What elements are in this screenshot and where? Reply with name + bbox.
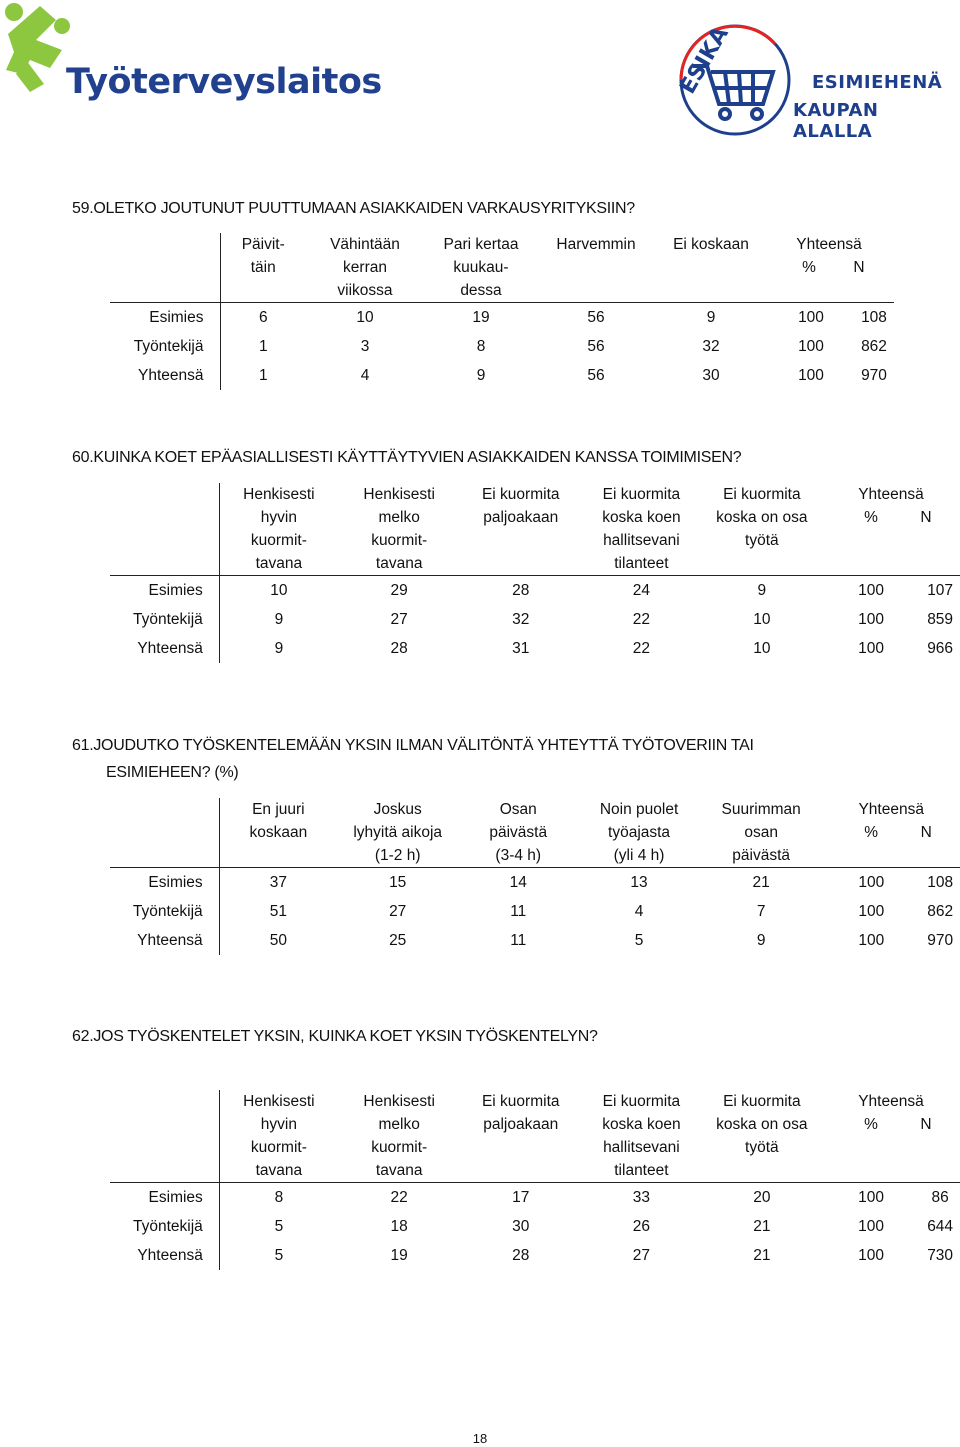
- row-label: Yhteensä: [110, 634, 219, 663]
- column-header: Pari kertaa kuukau- dessa: [424, 233, 538, 303]
- cell: 31: [512, 640, 530, 657]
- cell: 5: [634, 932, 644, 949]
- column-header: Henkisesti hyvin kuormit- tavana: [219, 483, 338, 576]
- total-header: Yhteensä % N: [822, 483, 960, 576]
- cell: 5: [274, 1247, 284, 1264]
- cell: 25: [389, 932, 407, 949]
- total-header: Yhteensä % N: [822, 798, 960, 868]
- column-header: Ei koskaan: [654, 233, 768, 303]
- cell: 20: [753, 1189, 771, 1206]
- cell: 100: [858, 932, 885, 949]
- column-header: Ei kuormita paljoakaan: [460, 1090, 581, 1183]
- cell: 100: [798, 367, 824, 384]
- ttl-logo-text: Työterveyslaitos: [66, 62, 382, 102]
- cell: 4: [360, 367, 370, 384]
- question-61-title-line2: ESIMIEHEEN? (%): [106, 764, 239, 781]
- column-header: Harvemmin: [538, 233, 654, 303]
- cell: 56: [587, 367, 605, 384]
- cell: 22: [632, 640, 651, 657]
- row-label: Esimies: [110, 868, 219, 898]
- cell: 26: [632, 1218, 651, 1235]
- question-59-table: [110, 233, 894, 390]
- cell: 100: [858, 640, 885, 657]
- cell: 100: [858, 582, 885, 599]
- cell: 966: [927, 640, 954, 657]
- cell: 28: [512, 582, 530, 599]
- question-62-table: [110, 1090, 960, 1270]
- cell: 970: [927, 932, 954, 949]
- column-header: Vähintään kerran viikossa: [306, 233, 424, 303]
- cell: 108: [861, 309, 887, 326]
- question-60-table: [110, 483, 960, 663]
- esimiehena-text: ESIMIEHENÄ: [812, 72, 943, 93]
- column-header: Suurimman osan päivästä: [700, 798, 822, 868]
- cell: 9: [476, 367, 486, 384]
- cell: 30: [512, 1218, 530, 1235]
- cell: 33: [632, 1189, 651, 1206]
- cell: 28: [390, 640, 408, 657]
- column-header: Henkisesti melko kuormit- tavana: [338, 1090, 460, 1183]
- cell: 862: [927, 903, 954, 920]
- question-61-title: 61.JOUDUTKO TYÖSKENTELEMÄÄN YKSIN ILMAN VÄLITÖNTÄ YHTEYTTÄ TYÖTOVERIIN TAI: [72, 737, 754, 754]
- cell: 100: [858, 1218, 885, 1235]
- row-label: Työntekijä: [110, 332, 220, 361]
- column-header: Ei kuormita koska on osa työtä: [702, 1090, 822, 1183]
- cell: 37: [269, 874, 287, 891]
- row-label: Yhteensä: [110, 361, 220, 390]
- cell: 15: [389, 874, 407, 891]
- column-header: Ei kuormita paljoakaan: [460, 483, 581, 576]
- cell: 50: [269, 932, 287, 949]
- total-header: Yhteensä % N: [822, 1090, 960, 1183]
- question-59-title: 59.OLETKO JOUTUNUT PUUTTUMAAN ASIAKKAIDEN VARKAUSYRITYKSIIN?: [72, 200, 635, 217]
- cell: 7: [756, 903, 766, 920]
- cell: 27: [390, 611, 408, 628]
- cell: 9: [756, 932, 766, 949]
- cell: 862: [861, 338, 887, 355]
- cell: 56: [587, 338, 605, 355]
- cell: 107: [927, 582, 954, 599]
- cell: 9: [757, 582, 767, 599]
- cell: 28: [512, 1247, 530, 1264]
- cell: 8: [274, 1189, 284, 1206]
- row-label: Esimies: [110, 303, 220, 333]
- row-label: Esimies: [110, 576, 219, 606]
- cell: 29: [390, 582, 408, 599]
- cell: 86: [931, 1189, 949, 1206]
- cell: 100: [858, 903, 885, 920]
- cell: 6: [258, 309, 268, 326]
- column-header: Osan päivästä (3-4 h): [458, 798, 578, 868]
- cell: 9: [706, 309, 716, 326]
- row-label: Esimies: [110, 1183, 219, 1213]
- cell: 27: [632, 1247, 651, 1264]
- cell: 970: [861, 367, 887, 384]
- question-61-table: [110, 798, 960, 955]
- cell: 10: [356, 309, 374, 326]
- cell: 14: [509, 874, 527, 891]
- cell: 644: [927, 1218, 954, 1235]
- cell: 30: [702, 367, 720, 384]
- cell: 24: [632, 582, 651, 599]
- column-header: Ei kuormita koska koen hallitsevani tilanteet: [581, 1090, 702, 1183]
- column-header: Ei kuormita koska on osa työtä: [702, 483, 822, 576]
- cell: 19: [390, 1247, 408, 1264]
- row-label: Yhteensä: [110, 926, 219, 955]
- cell: 5: [274, 1218, 284, 1235]
- question-62-title: 62.JOS TYÖSKENTELET YKSIN, KUINKA KOET YKSIN TYÖSKENTELYN?: [72, 1028, 598, 1045]
- total-header: Yhteensä % N: [768, 233, 894, 303]
- cell: 100: [858, 874, 885, 891]
- cell: 1: [258, 338, 268, 355]
- cell: 22: [390, 1189, 408, 1206]
- cell: 51: [269, 903, 287, 920]
- cell: 100: [858, 611, 885, 628]
- cell: 100: [798, 338, 824, 355]
- cell: 4: [634, 903, 644, 920]
- column-header: Noin puolet työajasta (yli 4 h): [578, 798, 700, 868]
- column-header: En juuri koskaan: [219, 798, 337, 868]
- cell: 19: [472, 309, 490, 326]
- ttl-logo-mark: [5, 3, 70, 92]
- cell: 56: [587, 309, 605, 326]
- cell: 32: [512, 611, 530, 628]
- cell: 10: [270, 582, 288, 599]
- cell: 32: [702, 338, 720, 355]
- cell: 18: [390, 1218, 408, 1235]
- column-header: Henkisesti melko kuormit- tavana: [338, 483, 460, 576]
- cell: 9: [274, 640, 284, 657]
- row-label: Työntekijä: [110, 897, 219, 926]
- kaupan-alalla-text: KAUPAN ALALLA: [793, 100, 879, 142]
- column-header: Henkisesti hyvin kuormit- tavana: [219, 1090, 338, 1183]
- page-number: 18: [472, 1431, 488, 1446]
- cell: 17: [512, 1189, 530, 1206]
- column-header: Päivit- täin: [220, 233, 306, 303]
- cell: 730: [927, 1247, 954, 1264]
- cell: 13: [630, 874, 648, 891]
- row-label: Yhteensä: [110, 1241, 219, 1270]
- cell: 859: [927, 611, 954, 628]
- cell: 11: [510, 932, 527, 949]
- cell: 10: [753, 611, 771, 628]
- cell: 21: [752, 874, 770, 891]
- cell: 108: [927, 874, 954, 891]
- row-label: Työntekijä: [110, 1212, 219, 1241]
- cell: 8: [476, 338, 486, 355]
- cell: 21: [753, 1218, 771, 1235]
- cell: 10: [753, 640, 771, 657]
- cell: 3: [360, 338, 370, 355]
- cell: 27: [389, 903, 407, 920]
- esika-logo-text: ESIKA: [675, 22, 734, 99]
- cell: 9: [274, 611, 284, 628]
- row-label: Työntekijä: [110, 605, 219, 634]
- column-header: Joskus lyhyitä aikoja (1-2 h): [337, 798, 458, 868]
- column-header: Ei kuormita koska koen hallitsevani tilanteet: [581, 483, 702, 576]
- cell: 21: [753, 1247, 771, 1264]
- cell: 100: [798, 309, 824, 326]
- cell: 100: [858, 1189, 885, 1206]
- question-60-title: 60.KUINKA KOET EPÄASIALLISESTI KÄYTTÄYTYVIEN ASIAKKAIDEN KANSSA TOIMIMISEN?: [72, 449, 742, 466]
- cell: 1: [258, 367, 268, 384]
- cell: 100: [858, 1247, 885, 1264]
- cell: 11: [510, 903, 527, 920]
- tyoterveyslaitos-logo: [0, 0, 330, 120]
- cell: 22: [632, 611, 651, 628]
